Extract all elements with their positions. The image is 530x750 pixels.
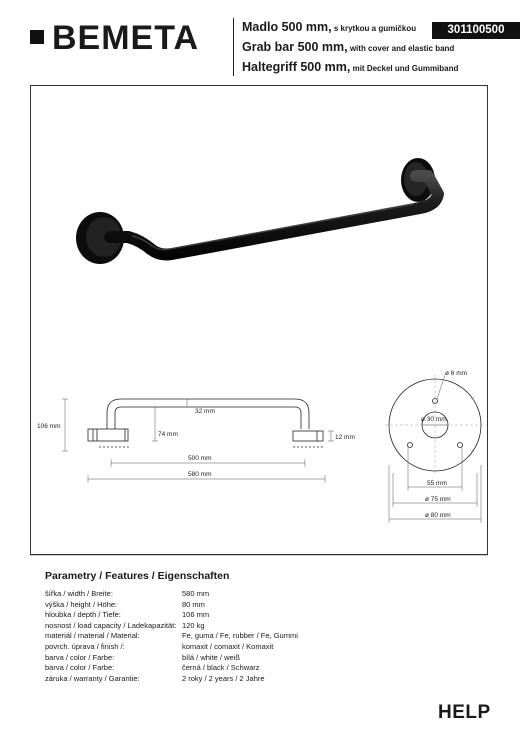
title-de-main: Haltegriff 500 mm, <box>242 60 351 74</box>
title-de <box>242 58 522 78</box>
param-key: šířka / width / Breite: <box>45 589 113 598</box>
param-key: výška / height / Höhe: <box>45 599 118 609</box>
param-row <box>45 610 298 621</box>
param-value: bílá / white / weiß <box>182 652 240 662</box>
param-value: Fe, guma / Fe, rubber / Fe, Gummi <box>182 631 298 641</box>
param-row <box>45 663 298 674</box>
param-value: 2 roky / 2 years / 2 Jahre <box>182 673 265 683</box>
grab-bar-product-image <box>70 150 470 280</box>
params-title: Parametry / Features / Eigenschaften <box>45 570 230 582</box>
section-divider <box>30 555 488 556</box>
dim-height-inner: 74 mm <box>158 431 178 438</box>
param-key: nosnost / load capacity / Ladekapazität: <box>45 620 177 630</box>
param-key: barva / color / Farbe: <box>45 663 115 673</box>
header-divider <box>233 18 234 76</box>
technical-drawing <box>35 355 485 550</box>
title-en-sub: with cover and elastic band <box>347 44 455 53</box>
series-label: HELP <box>438 702 491 723</box>
param-key: hloubka / depth / Tiefe: <box>45 610 121 620</box>
dim-outer-diameter: ø 80 mm <box>425 512 451 519</box>
dim-hole-diameter: ø 6 mm <box>445 370 468 377</box>
dim-overall-width: 580 mm <box>188 471 212 478</box>
param-value: 120 kg <box>182 620 205 630</box>
title-de-sub: mit Deckel und Gummiband <box>350 64 459 73</box>
param-value: 106 mm <box>182 610 210 620</box>
dim-base-thickness: 12 mm <box>335 434 355 441</box>
title-cz-sub: s krytkou a gumičkou <box>331 24 417 33</box>
param-row <box>45 621 298 632</box>
param-key: povrch. úprava / finish /: <box>45 641 125 651</box>
param-row <box>45 642 298 653</box>
param-value: 580 mm <box>182 589 210 598</box>
params-table <box>45 589 298 684</box>
param-row <box>45 653 298 664</box>
dim-center-diameter: ø 30 mm <box>421 416 447 423</box>
title-en <box>242 38 522 58</box>
param-key: materiál / material / Material: <box>45 631 140 641</box>
param-key: barva / color / Farbe: <box>45 652 115 662</box>
param-value: černá / black / Schwarz <box>182 663 260 673</box>
param-key: záruka / warranty / Garantie: <box>45 673 140 683</box>
brand-name: BEMETA <box>52 19 200 57</box>
param-value: 80 mm <box>182 599 205 609</box>
param-row <box>45 631 298 642</box>
title-en-main: Grab bar 500 mm, <box>242 40 348 54</box>
dim-height-total: 106 mm <box>37 423 61 430</box>
param-row <box>45 600 298 611</box>
title-cz-main: Madlo 500 mm, <box>242 20 332 34</box>
dim-hole-spacing: 55 mm <box>427 480 447 487</box>
logo-square-icon <box>30 30 44 44</box>
dim-bolt-circle: ø 75 mm <box>425 496 451 503</box>
dim-bar-diameter: 32 mm <box>195 408 215 415</box>
param-row <box>45 674 298 685</box>
dim-center-distance: 500 mm <box>188 455 212 462</box>
product-code-badge: 301100500 <box>432 22 520 39</box>
side-view <box>88 399 323 447</box>
param-row <box>45 589 298 600</box>
brand-logo <box>30 18 220 58</box>
param-value: komaxit / comaxit / Komaxit <box>182 641 274 651</box>
